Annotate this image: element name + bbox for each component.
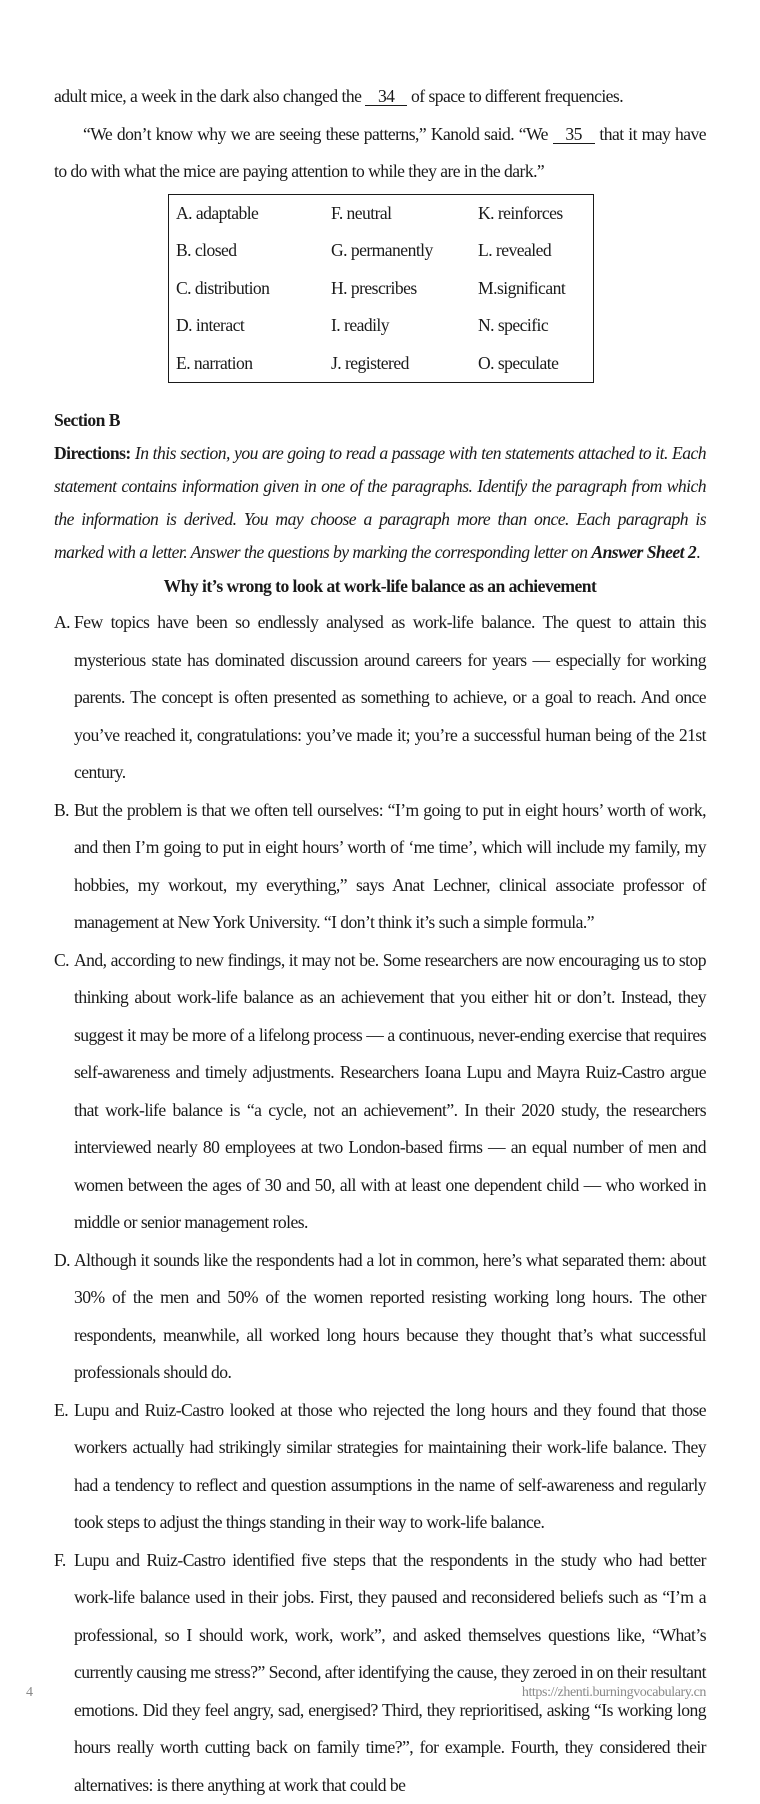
intro-text: of space to different frequencies.: [411, 86, 623, 106]
word-option: C. distribution: [169, 270, 325, 308]
word-bank-row: [169, 307, 594, 345]
passage-paragraph-e: [54, 1392, 706, 1542]
intro-paragraph-2: [54, 116, 706, 191]
passage-paragraph-a: [54, 604, 706, 792]
directions-label: Directions:: [54, 443, 131, 463]
word-option: D. interact: [169, 307, 325, 345]
word-option: I. readily: [324, 307, 471, 345]
directions-text: In this section, you are going to read a passage with ten statements attached to it. Each statement contains information given in one of the paragraphs. Identify the paragraph from which the information is derived. You may choose a paragraph more than once. Each paragraph is marked with a letter. Answer the questions by marking the corresponding letter on: [54, 443, 706, 562]
blank-34: 34: [365, 87, 407, 106]
word-option: O. speculate: [471, 345, 594, 383]
intro-text: that it may have to do with what the mice are paying attention to while they are in the dark.”: [54, 124, 706, 182]
paragraph-text: Lupu and Ruiz-Castro looked at those who rejected the long hours and they found that those workers actually had strikingly similar strategies for maintaining their work-life balance. They had a tendency to reflect and question assumptions in the name of self-awareness and regularly took steps to adjust the things standing in their way to work-life balance.: [74, 1392, 706, 1542]
word-option: K. reinforces: [471, 194, 594, 232]
word-option: L. revealed: [471, 232, 594, 270]
word-bank-row: [169, 270, 594, 308]
word-bank-row: [169, 194, 594, 232]
paragraph-text: Although it sounds like the respondents had a lot in common, here’s what separated them: about 30% of the men and 50% of the women reported resisting working long hours. The other respondents, meanwhile, all worked long hours because they thought that’s what successful professionals should do.: [74, 1242, 706, 1392]
word-bank-row: [169, 345, 594, 383]
paragraph-text: Lupu and Ruiz-Castro identified five steps that the respondents in the study who had better work-life balance used in their jobs. First, they paused and reconsidered beliefs such as “I’m a professional, so I should work, work, work”, and asked themselves questions like, “What’s currently causing me stress?” Second, after identifying the cause, they zeroed in on their resultant emotions. Did they feel angry, sad, energised? Third, they reprioritised, asking “Is working long hours really worth cutting back on family time?”, for example. Fourth, they considered their alternatives: is there anything at work that could be: [74, 1542, 706, 1804]
word-option: G. permanently: [324, 232, 471, 270]
paragraph-letter: A.: [54, 604, 74, 792]
directions-paragraph: [54, 437, 706, 569]
word-option: E. narration: [169, 345, 325, 383]
directions-period: .: [696, 542, 700, 562]
intro-text: adult mice, a week in the dark also changed the: [54, 86, 361, 106]
passage-paragraph-c: [54, 942, 706, 1242]
answer-sheet-label: Answer Sheet 2: [591, 542, 696, 562]
word-option: B. closed: [169, 232, 325, 270]
paragraph-letter: F.: [54, 1542, 74, 1804]
paragraph-text: Few topics have been so endlessly analysed as work-life balance. The quest to attain this mysterious state has dominated discussion around careers for years — especially for working parents. The concept is often presented as something to achieve, or a goal to reach. And once you’ve reached it, congratulations: you’ve made it; you’re a successful human being of the 21st century.: [74, 604, 706, 792]
intro-text: “We don’t know why we are seeing these patterns,” Kanold said. “We: [83, 124, 548, 144]
passage-title: Why it’s wrong to look at work-life balance as an achievement: [54, 569, 706, 604]
word-bank-table: [168, 194, 594, 384]
paragraph-text: But the problem is that we often tell ourselves: “I’m going to put in eight hours’ worth of work, and then I’m going to put in eight hours’ worth of ‘me time’, which will include my family, my hobbies, my workout, my everything,” says Anat Lechner, clinical associate professor of management at New York University. “I don’t think it’s such a simple formula.”: [74, 792, 706, 942]
word-option: N. specific: [471, 307, 594, 345]
document-page: [54, 78, 706, 1804]
passage-paragraph-d: [54, 1242, 706, 1392]
paragraph-text: And, according to new findings, it may not be. Some researchers are now encouraging us to stop thinking about work-life balance as an achievement that you either hit or don’t. Instead, they suggest it may be more of a lifelong process — a continuous, never-ending exercise that requires self-awareness and timely adjustments. Researchers Ioana Lupu and Mayra Ruiz-Castro argue that work-life balance is “a cycle, not an achievement”. In their 2020 study, the researchers interviewed nearly 80 employees at two London-based firms — an equal number of men and women between the ages of 30 and 50, all with at least one dependent child — who worked in middle or senior management roles.: [74, 942, 706, 1242]
footer-url: https://zhenti.burningvocabulary.cn: [522, 1685, 706, 1701]
word-option: M.significant: [471, 270, 594, 308]
paragraph-letter: C.: [54, 942, 74, 1242]
word-option: F. neutral: [324, 194, 471, 232]
word-bank-row: [169, 232, 594, 270]
paragraph-letter: E.: [54, 1392, 74, 1542]
intro-line-1: [54, 78, 706, 116]
passage-paragraph-f: [54, 1542, 706, 1804]
passage-paragraph-b: [54, 792, 706, 942]
paragraph-letter: B.: [54, 792, 74, 942]
section-b-heading: Section B: [54, 404, 706, 437]
word-option: J. registered: [324, 345, 471, 383]
paragraph-letter: D.: [54, 1242, 74, 1392]
page-number: 4: [26, 1685, 33, 1701]
word-option: H. prescribes: [324, 270, 471, 308]
word-option: A. adaptable: [169, 194, 325, 232]
blank-35: 35: [553, 125, 595, 144]
